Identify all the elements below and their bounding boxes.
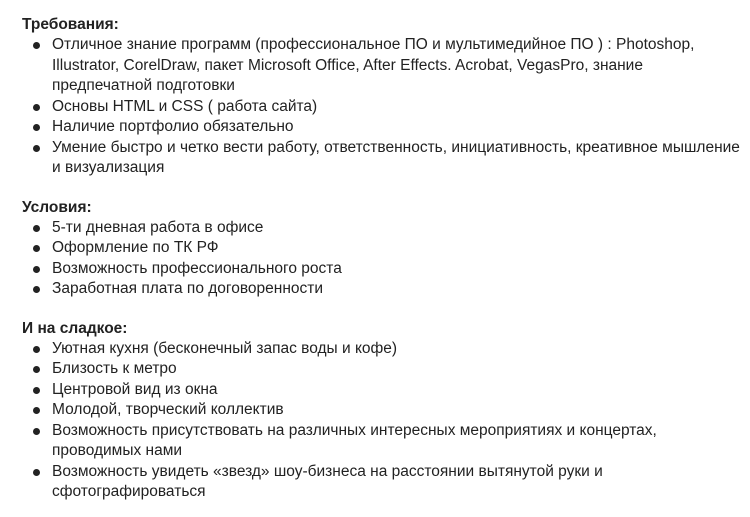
list-item (22, 400, 740, 421)
list-item (22, 35, 740, 97)
bullet-icon (33, 346, 40, 353)
list-item (22, 462, 740, 503)
list-item-text: Возможность присутствовать на различных интересных мероприятиях и концертах, проводимых нами (52, 421, 657, 459)
list-item (22, 259, 740, 280)
bullet-icon (33, 428, 40, 435)
list-item-text: Основы HTML и CSS ( работа сайта) (52, 97, 318, 115)
bullet-icon (33, 245, 40, 252)
list-item-text: Возможность увидеть «звезд» шоу-бизнеса на расстоянии вытянутой руки и сфотографироваться (52, 462, 603, 500)
section-requirements (22, 14, 740, 179)
list-item-text: Умение быстро и четко вести работу, ответственность, инициативность, креативное мышление и визуализация (52, 138, 740, 176)
section-spacer (22, 300, 740, 318)
bullet-icon (33, 42, 40, 49)
list-item-text: Заработная плата по договоренности (52, 280, 324, 297)
bullet-icon (33, 469, 40, 476)
list-item (22, 117, 740, 138)
bullet-icon (33, 124, 40, 131)
list-item-text: Оформление по ТК РФ (52, 239, 219, 256)
list-item (22, 138, 740, 179)
section-title: Требования: (22, 16, 119, 33)
list-item (22, 359, 740, 380)
list-item (22, 380, 740, 401)
list-item (22, 421, 740, 462)
conditions-list (22, 218, 740, 300)
bullet-icon (33, 407, 40, 414)
bullet-icon (33, 387, 40, 394)
list-item-text: Наличие портфолио обязательно (52, 118, 294, 135)
list-item-text: 5-ти дневная работа в офисе (52, 218, 264, 236)
list-item-text: Молодой, творческий коллектив (52, 401, 284, 418)
bullet-icon (33, 145, 40, 152)
bullet-icon (33, 286, 40, 293)
requirements-list (22, 35, 740, 179)
bullet-icon (33, 104, 40, 111)
list-item-text: Отличное знание программ (профессиональное ПО и мультимедийное ПО ) : Photoshop, Illustrator, CorelDraw, пакет Microsoft Office, After Effects. Acrobat, VegasPro, знание предпечатной подготовки (52, 36, 695, 94)
section-perks (22, 318, 740, 503)
list-item (22, 218, 740, 239)
bullet-icon (33, 225, 40, 232)
list-item (22, 339, 740, 360)
list-item-text: Близость к метро (52, 360, 177, 377)
perks-list (22, 339, 740, 503)
list-item-text: Центровой вид из окна (52, 380, 218, 398)
list-item-text: Уютная кухня (бесконечный запас воды и кофе) (52, 339, 398, 357)
list-item (22, 97, 740, 118)
list-item (22, 238, 740, 259)
section-title: И на сладкое: (22, 319, 128, 337)
bullet-icon (33, 266, 40, 273)
list-item-text: Возможность профессионального роста (52, 259, 342, 277)
bullet-icon (33, 366, 40, 373)
section-conditions (22, 197, 740, 300)
section-spacer (22, 179, 740, 197)
section-title: Условия: (22, 198, 92, 216)
list-item (22, 279, 740, 300)
